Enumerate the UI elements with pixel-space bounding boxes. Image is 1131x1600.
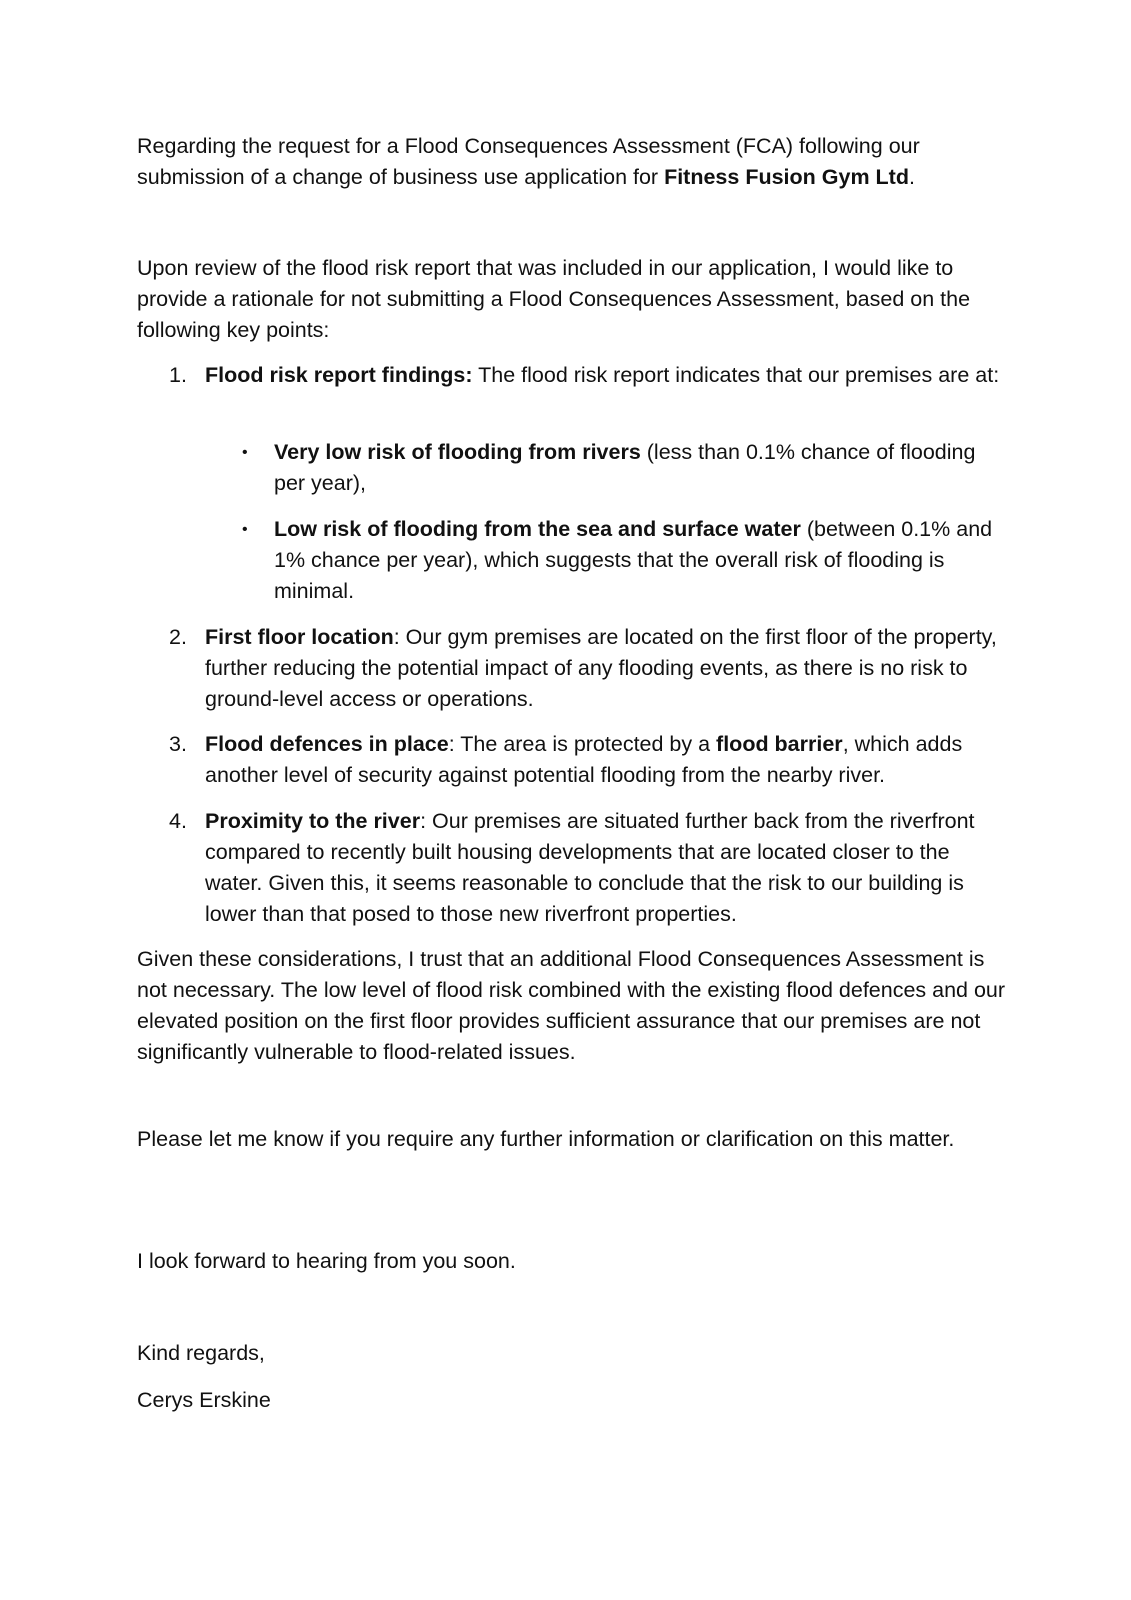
review-paragraph: Upon review of the flood risk report that was included in our application, I would like to provide a rationale for not submitting a Flood Consequences Assessment, based on the following key points: (137, 256, 971, 342)
item-number: 2. (169, 625, 187, 649)
item-emphasis: flood barrier (716, 732, 843, 756)
item-heading: Flood defences in place (205, 732, 449, 756)
company-name: Fitness Fusion Gym Ltd (664, 165, 909, 189)
bullet-heading: Low risk of flooding from the sea and surface water (274, 517, 801, 541)
bullet-icon: • (242, 521, 248, 538)
signoff-regards: Kind regards, (137, 1341, 265, 1365)
item-text: Flood risk report findings: The flood risk report indicates that our premises are at: (205, 363, 1000, 387)
conclusion-paragraph: Given these considerations, I trust that an additional Flood Consequences Assessment is not necessary. The low level of flood risk combined with the existing flood defences and our elevated position on the first floor provides sufficient assurance that our premises are not significantly vulnerable to flood-related issues. (137, 947, 1006, 1064)
item-heading: Flood risk report findings: (205, 363, 473, 387)
request-paragraph: Please let me know if you require any further information or clarification on this matter. (137, 1127, 955, 1151)
item-number: 4. (169, 809, 187, 833)
item-number: 3. (169, 732, 187, 756)
item-text: Proximity to the river: Our premises are situated further back from the riverfront compared to recently built housing developments that are located closer to the water. Given this, it seems reasonable to conclude that the risk to our building is lower than that posed to those new riverfront properties. (205, 809, 975, 926)
signoff-name: Cerys Erskine (137, 1388, 271, 1412)
bullet-text: Low risk of flooding from the sea and surface water (between 0.1% and 1% chance per year), which suggests that the overall risk of flooding is minimal. (274, 517, 993, 603)
item-number: 1. (169, 363, 187, 387)
item-text: Flood defences in place: The area is protected by a flood barrier, which adds another level of security against potential flooding from the nearby river. (205, 732, 963, 787)
item-heading: First floor location (205, 625, 394, 649)
bullet-text: Very low risk of flooding from rivers (less than 0.1% chance of flooding per year), (274, 440, 976, 495)
item-text: First floor location: Our gym premises are located on the first floor of the property, further reducing the potential impact of any flooding events, as there is no risk to ground-level access or operations. (205, 625, 997, 711)
bullet-heading: Very low risk of flooding from rivers (274, 440, 641, 464)
intro-end: . (908, 165, 915, 189)
intro-paragraph (137, 131, 1017, 193)
bullet-icon: • (242, 444, 248, 461)
item-heading: Proximity to the river (205, 809, 421, 833)
intro-text: Regarding the request for a Flood Consequences Assessment (FCA) following our submission of a change of business use application for (137, 134, 920, 189)
closing-paragraph: I look forward to hearing from you soon. (137, 1249, 516, 1273)
